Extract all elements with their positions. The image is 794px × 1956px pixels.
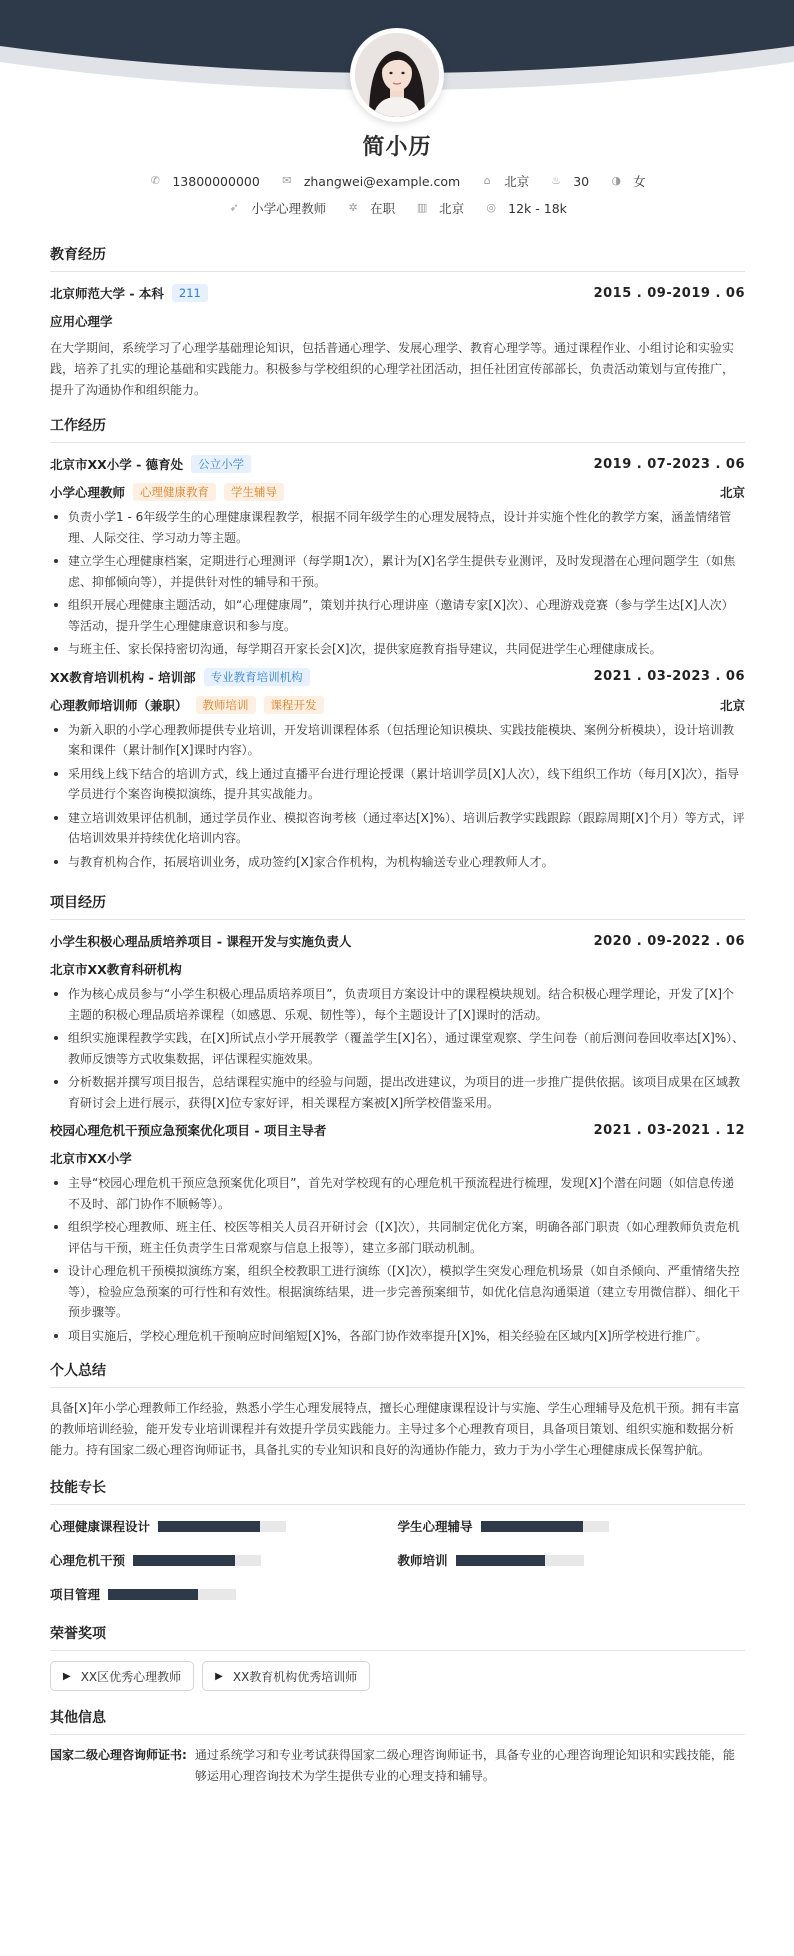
section-title: 项目经历 [50, 892, 745, 920]
skill-bar [456, 1555, 584, 1566]
job-head [50, 453, 745, 475]
skill-item [50, 1515, 398, 1537]
play-icon: ▶ [215, 1670, 223, 1682]
project-org: 北京市XX教育科研机构 [50, 962, 182, 977]
bullet-item: 建立学生心理健康档案，定期进行心理测评（每学期1次），累计为[X]名学生提供专业测评，及时发现潜在心理问题学生（如焦虑、抑郁倾向等），并提供针对性的辅导和干预。 [50, 551, 745, 592]
other-label: 国家二级心理咨询师证书: [50, 1748, 187, 1762]
expected-city-item [415, 199, 464, 217]
job-bullets [50, 507, 745, 660]
honors-list [50, 1661, 745, 1691]
city-value: 北京 [504, 174, 530, 189]
job-bullets [50, 720, 745, 873]
bullet-item: 与教育机构合作，拓展培训业务，成功签约[X]家合作机构，为机构输送专业心理教师人才。 [50, 852, 745, 873]
skill-item [398, 1549, 746, 1571]
role-tag: 课程开发 [264, 696, 324, 714]
honors-section [50, 1623, 745, 1691]
section-title: 荣誉奖项 [50, 1623, 745, 1651]
gender-icon: ◑ [611, 174, 621, 187]
status-value: 在职 [370, 201, 396, 216]
bullet-item: 与班主任、家长保持密切沟通，每学期召开家长会[X]次，提供家庭教育指导建议，共同促进学生心理健康成长。 [50, 639, 745, 660]
skill-bar [158, 1521, 286, 1532]
skill-bar [481, 1521, 609, 1532]
salary-item [484, 201, 567, 216]
position-item [227, 199, 326, 217]
building-icon: ▥ [416, 201, 428, 214]
role-tag: 教师培训 [196, 696, 256, 714]
project-section [50, 892, 745, 1346]
skill-bar-fill [481, 1521, 583, 1532]
expected-city-value: 北京 [439, 201, 465, 216]
education-desc: 在大学期间，系统学习了心理学基础理论知识，包括普通心理学、发展心理学、教育心理学等。通过课程作业、小组讨论和实验实践，培养了扎实的理论基础和实践能力。积极参与学校组织的心理学社团活动，担任社团宣传部部长，负责活动策划与宣传推广，提升了沟通协作和组织能力。 [50, 341, 735, 397]
job-entry [50, 453, 745, 660]
company-tag: 公立小学 [191, 455, 251, 473]
coin-icon: ◎ [486, 201, 496, 214]
bullet-item: 主导“校园心理危机干预应急预案优化项目”，首先对学校现有的心理危机干预流程进行梳理，发现[X]个潜在问题（如信息传递不及时、部门协作不顺畅等）。 [50, 1173, 745, 1214]
project-name: 小学生积极心理品质培养项目 - 课程开发与实施负责人 [50, 934, 352, 949]
skills-grid [50, 1515, 745, 1605]
email-value: zhangwei@example.com [303, 173, 461, 189]
section-title: 工作经历 [50, 415, 745, 443]
role-tag: 学生辅导 [224, 483, 284, 501]
job-location: 北京 [719, 697, 745, 713]
summary-section [50, 1360, 745, 1461]
job-intent-row [0, 199, 794, 217]
bullet-item: 负责小学1 - 6年级学生的心理健康课程教学，根据不同年级学生的心理发展特点，设计并实施个性化的教学方案，涵盖情绪管理、人际交往、学习动力等主题。 [50, 507, 745, 548]
bullet-item: 建立培训效果评估机制，通过学员作业、模拟咨询考核（通过率达[X]%）、培训后教学实践跟踪（跟踪周期[X]个月）等方式，评估培训效果并持续优化培训内容。 [50, 808, 745, 849]
contact-row [0, 172, 794, 190]
other-info [50, 1745, 745, 1787]
major-name: 应用心理学 [50, 314, 113, 329]
company-name: XX教育培训机构 - 培训部 [50, 669, 196, 685]
age-value: 30 [573, 173, 590, 189]
section-title: 教育经历 [50, 244, 745, 272]
candidate-name: 简小历 [362, 135, 432, 160]
avatar-portrait [355, 33, 439, 117]
bullet-item: 分析数据并撰写项目报告，总结课程实施中的经验与问题，提出改进建议，为项目的进一步推广提供依据。该项目成果在区域教育研讨会上进行展示，获得[X]位专家好评，相关课程方案被[X]所学校借鉴采用。 [50, 1072, 745, 1113]
section-title: 技能专长 [50, 1477, 745, 1505]
education-section [50, 244, 745, 401]
summary-text: 具备[X]年小学心理教师工作经验，熟悉小学生心理发展特点，擅长心理健康课程设计与实施、学生心理辅导及危机干预。拥有丰富的教师培训经验，能开发专业培训课程并有效提升学员实践能力。主导过多个心理教育项目，具备项目策划、组织实施和数据分析能力。持有国家二级心理咨询师证书，具备扎实的专业知识和良好的沟通协作能力，致力于为小学生心理健康成长保驾护航。 [50, 1401, 740, 1457]
project-head [50, 1119, 745, 1141]
skill-bar [133, 1555, 261, 1566]
job-date: 2021 . 03-2023 . 06 [593, 669, 745, 684]
skill-name: 心理健康课程设计 [50, 1519, 151, 1534]
job-head [50, 666, 745, 688]
position-value: 小学心理教师 [251, 201, 327, 216]
work-section [50, 415, 745, 872]
project-org: 北京市XX小学 [50, 1151, 132, 1166]
skill-item [398, 1515, 746, 1537]
project-date: 2021 . 03-2021 . 12 [593, 1122, 745, 1138]
company-tag: 专业教育培训机构 [204, 668, 310, 686]
project-org-row [50, 958, 745, 980]
skill-name: 教师培训 [397, 1553, 448, 1568]
avatar [350, 28, 444, 122]
mail-icon: ✉ [282, 174, 292, 187]
school-name: 北京师范大学 - 本科 [50, 286, 164, 301]
honor-label: XX区优秀心理教师 [80, 1669, 182, 1684]
bullet-item: 组织学校心理教师、班主任、校医等相关人员召开研讨会（[X]次），共同制定优化方案，明确各部门职责（如心理教师负责危机评估与干预，班主任负责学生日常观察与信息上报等），建立多部门联动机制。 [50, 1217, 745, 1258]
project-bullets [50, 1173, 745, 1346]
salary-value: 12k - 18k [508, 200, 567, 216]
honor-label: XX教育机构优秀培训师 [232, 1669, 358, 1684]
email-item [280, 174, 460, 189]
job-role: 心理教师培训师（兼职） [50, 697, 188, 713]
section-title: 个人总结 [50, 1360, 745, 1388]
phone-value: 13800000000 [172, 173, 260, 189]
other-text: 通过系统学习和专业考试获得国家二级心理咨询师证书，具备专业的心理咨询理论知识和实践技能，能够运用心理咨询技术为学生提供专业的心理支持和辅导。 [194, 1748, 735, 1783]
school-tag: 211 [172, 284, 208, 302]
gender-value: 女 [633, 174, 646, 189]
skill-name: 项目管理 [50, 1587, 101, 1602]
skill-name: 心理危机干预 [50, 1553, 126, 1568]
honor-item [202, 1661, 370, 1691]
skill-item [50, 1549, 398, 1571]
home-icon: ⌂ [483, 174, 491, 187]
education-date: 2015 . 09-2019 . 06 [593, 285, 745, 301]
bullet-item: 项目实施后，学校心理危机干预响应时间缩短[X]%，各部门协作效率提升[X]%，相关经验在区域内[X]所学校进行推广。 [50, 1326, 745, 1347]
job-location: 北京 [719, 485, 745, 500]
project-entry [50, 1119, 745, 1346]
bullet-item: 为新入职的小学心理教师提供专业培训，开发培训课程体系（包括理论知识模块、实践技能模块、案例分析模块），设计培训教案和课件（累计制作[X]课时内容）。 [50, 720, 745, 761]
status-item [346, 199, 395, 217]
gender-item [609, 172, 646, 190]
skill-bar-fill [133, 1555, 235, 1566]
project-name: 校园心理危机干预应急预案优化项目 - 项目主导者 [50, 1123, 327, 1138]
section-title: 其他信息 [50, 1707, 745, 1735]
bullet-item: 作为核心成员参与“小学生积极心理品质培养项目”，负责项目方案设计中的课程模块规划。结合积极心理学理论，开发了[X]个主题的积极心理品质培养课程（如感恩、乐观、韧性等），每个主题设计了[X]课时的活动。 [50, 984, 745, 1025]
skill-item [50, 1583, 398, 1605]
skill-name: 学生心理辅导 [397, 1519, 473, 1534]
age-item [549, 174, 589, 189]
honor-item [50, 1661, 194, 1691]
project-head [50, 930, 745, 952]
other-section [50, 1707, 745, 1787]
project-bullets [50, 984, 745, 1113]
bullet-item: 采用线上线下结合的培训方式，线上通过直播平台进行理论授课（累计培训学员[X]人次），线下组织工作坊（每月[X]次），指导学员进行个案咨询模拟演练，提升其实战能力。 [50, 764, 745, 805]
skill-bar [108, 1589, 236, 1600]
job-date: 2019 . 07-2023 . 06 [593, 456, 745, 472]
phone-icon: ✆ [150, 174, 160, 187]
project-entry [50, 930, 745, 1113]
job-role-row [50, 481, 745, 503]
cake-icon: ♨ [551, 174, 562, 187]
role-tag: 心理健康教育 [133, 483, 216, 501]
status-icon: ✲ [348, 201, 358, 214]
skill-bar-fill [158, 1521, 260, 1532]
project-date: 2020 . 09-2022 . 06 [593, 933, 745, 949]
project-org-row [50, 1147, 745, 1169]
skill-bar-fill [108, 1589, 198, 1600]
job-role: 小学心理教师 [50, 485, 126, 500]
company-name: 北京市XX小学 - 德育处 [50, 457, 184, 472]
skill-bar-fill [456, 1555, 546, 1566]
bullet-item: 设计心理危机干预模拟演练方案，组织全校教职工进行演练（[X]次），模拟学生突发心理危机场景（如自杀倾向、严重情绪失控等），检验应急预案的可行性和有效性。根据演练结果，进一步完善预案细节，如优化信息沟通渠道（建立专用微信群）、细化干预步骤等。 [50, 1261, 745, 1323]
job-role-row [50, 694, 745, 716]
resume-content [50, 244, 745, 1787]
major [50, 310, 745, 332]
skills-section [50, 1477, 745, 1605]
bullet-item: 组织开展心理健康主题活动，如“心理健康周”，策划并执行心理讲座（邀请专家[X]次）、心理游戏竞赛（参与学生达[X]人次）等活动，提升学生心理健康意识和参与度。 [50, 595, 745, 636]
phone-item [148, 174, 259, 189]
education-head [50, 282, 745, 304]
send-icon: ➶ [229, 201, 239, 214]
bullet-item: 组织实施课程教学实践，在[X]所试点小学开展教学（覆盖学生[X]名），通过课堂观察、学生问卷（前后测问卷回收率达[X]%）、教师反馈等方式收集数据，评估课程实施效果。 [50, 1028, 745, 1069]
job-entry [50, 666, 745, 873]
play-icon: ▶ [63, 1670, 71, 1682]
city-item [480, 172, 529, 190]
